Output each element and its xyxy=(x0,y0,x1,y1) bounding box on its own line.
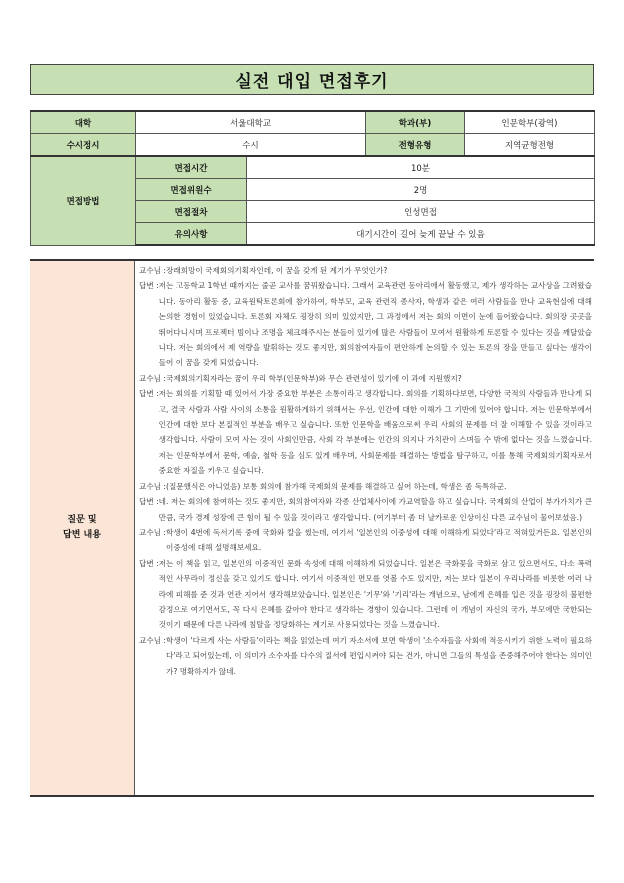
speaker-label: 답변 : xyxy=(139,497,159,507)
entry-text: 저는 회의를 기획할 때 있어서 가장 중요한 부분은 소통이라고 생각합니다. 회의를 기획하다보면, 다양한 국적의 사람들과 만나게 되고, 결국 사람과 사람 사이의 소통을 원활하게하기 위해서는 우선, 인간에 대한 이해가 그 기반에 있어야 합니다. 저는 인문학부에서 인간에 대한 보다 본질적인 부분을 배우고 싶습니다. 또한 인문학을 배움으로써 우리 사회의 문제를 더 잘 이해할 수 있을 것이라고 생각합니다. 사람이 모여 사는 것이 사회인만큼, 사회 각 부분에는 인간의 의지나 가치관이 스며들 수 밖에 없다는 것을 느꼈습니다. 저는 인문학부에서 문학, 예술, 철학 등을 심도 있게 배우며, 사회문제를 해결하는 방법을 탐구하고, 이를 통해 국제회의기획자로서 중요한 자질을 키우고 싶습니다. xyxy=(158,389,592,476)
speaker-label: 교수님 : xyxy=(139,635,166,645)
speaker-label: 교수님 : xyxy=(139,527,166,537)
method-label: 면접방법 xyxy=(31,156,136,245)
interview-time-label: 면접시간 xyxy=(136,156,247,179)
speaker-label: 답변 : xyxy=(139,558,159,568)
interviewer-count-label: 면접위원수 xyxy=(136,179,247,201)
interview-procedure-value: 인성면접 xyxy=(247,201,595,223)
speaker-label: 답변 : xyxy=(139,281,159,291)
qa-section xyxy=(30,259,594,797)
speaker-label: 답변 : xyxy=(139,389,159,399)
qa-entry xyxy=(139,278,592,370)
notes-label: 유의사항 xyxy=(136,223,247,246)
department-label: 학과(부) xyxy=(366,111,465,134)
speaker-label: 교수님 : xyxy=(139,373,166,383)
qa-entry xyxy=(139,525,592,556)
interview-info-table xyxy=(30,110,595,246)
admission-label: 수시정시 xyxy=(31,134,136,157)
track-label: 전형유형 xyxy=(366,134,465,157)
entry-text: 국제회의기획자라는 꿈이 우리 학부(인문학부)와 무슨 관련성이 있기에 이 과에 지원했지? xyxy=(165,373,462,383)
entry-text: (질문했식은 아니었음) 보통 회의에 참가해 국제회의 문제를 해결하고 싶어 하는데, 학생은 좀 독특하군. xyxy=(165,481,507,491)
admission-value: 수시 xyxy=(136,134,366,157)
qa-label xyxy=(30,261,135,795)
qa-entry xyxy=(139,556,592,633)
interviewer-count-value: 2명 xyxy=(247,179,595,201)
entry-text: 장래희망이 국제회의기획자인데, 이 꿈을 갖게 된 계기가 무엇인가? xyxy=(165,266,388,275)
interview-procedure-label: 면접절차 xyxy=(136,201,247,223)
track-value: 지역균형전형 xyxy=(465,134,595,157)
qa-label-line2: 답변 내용 xyxy=(63,530,101,540)
entry-text: 저는 이 책을 읽고, 일본인의 이중적인 문화 속성에 대해 이해하게 되었습니다. 일본은 국화꽃을 국화로 삼고 있으면서도, 다소 폭력적인 사무라이 정신을 갖고 있기도 합니다. 여기서 이중적인 면모를 엿볼 수도 있지만, 저는 보다 일본이 우리나라를 비롯한 여러 나라에 피해를 준 것과 연관 지어서 생각해보았습니다. 일본인은 '기무'와 '기리'라는 개념으로, 남에게 은혜를 입은 것을 굉장히 불편한 감정으로 여기면서도, 꼭 다시 은혜를 갚아야 한다고 생각하는 경향이 있습니다. 그런데 이 개념이 자신의 국가, 부모에만 국한되는 것이기 때문에 다른 나라에 침탈을 정당화하는 계기로 사용되었다는 것을 느꼈습니다. xyxy=(158,558,592,630)
qa-entry xyxy=(139,494,592,525)
entry-text: 학생이 4번에 독서기록 중에 국화와 칼을 썼는데, 여기서 '일본인의 이중성에 대해 이해하게 되었다'라고 적혀있거든요. 일본인의 이중성에 대해 설명해보세요. xyxy=(165,527,592,553)
university-value: 서울대학교 xyxy=(136,111,366,134)
notes-value: 대기시간이 길어 늦게 끝날 수 있음 xyxy=(247,223,595,246)
university-label: 대학 xyxy=(31,111,136,134)
qa-label-line1: 질문 및 xyxy=(67,515,97,525)
qa-entry xyxy=(139,479,592,494)
speaker-label: 교수님 : xyxy=(139,266,166,275)
entry-text: 네. 저는 회의에 참여하는 것도 좋지만, 회의참여자와 각종 산업체사이에 가교역할을 하고 싶습니다. 국제회의 산업이 부가가치가 큰 만큼, 국가 경제 성장에 큰 힘이 될 수 있을 것이라고 생각합니다. (여기부터 좀 더 날카로운 인상이신 다른 교수님이 물어보셨음.) xyxy=(158,497,592,522)
speaker-label: 교수님 : xyxy=(139,481,166,491)
qa-entry xyxy=(139,263,592,278)
qa-entry xyxy=(139,371,592,386)
interview-time-value: 10분 xyxy=(247,156,595,179)
qa-content xyxy=(139,263,592,793)
department-value: 인문학부(광역) xyxy=(465,111,595,134)
qa-entry xyxy=(139,633,592,679)
qa-entry xyxy=(139,386,592,478)
entry-text: 저는 고등학교 1학년 때까지는 줄곧 교사를 꿈꿔왔습니다. 그래서 교육관련 동아리에서 활동했고, 제가 생각하는 교사상을 그려왔습니다. 동아리 활동 중, 교육원탁토론회에 참가하여, 학부모, 교육 관련직 종사자, 학생과 같은 여러 사람들을 만나 교육현실에 대해 논의한 경험이 있었습니다. 토론회 자체도 굉장히 의미 있었지만, 그 과정에서 저는 회의 이면이 눈에 들어왔습니다. 회의장 곳곳을 뛰어다니시며 프로젝터 빔이나 조명을 체크해주시는 분들이 있기에 많은 사람들이 모여서 원활하게 토론할 수 있다는 것을 깨달았습니다. 저는 회의에서 제 역량을 발휘하는 것도 좋지만, 회의참여자들이 편안하게 논의할 수 있는 토론의 장을 만들고 싶다는 생각이 들어 이 꿈을 갖게 되었습니다. xyxy=(158,281,592,368)
page-title: 실전 대입 면접후기 xyxy=(30,64,594,95)
entry-text: 학생이 '다르게 사는 사람들'이라는 책을 읽었는데 여기 자소서에 보면 학생이 '소수자들을 사회에 적응시키기 위한 노력이 필요하다'라고 되어있는데, 이 의미가 소수자를 다수의 질서에 편입시켜야 되는 건가, 아니면 그들의 특성을 존중해주어야 한다는 의미인가? 명확하지가 않네. xyxy=(165,635,592,676)
